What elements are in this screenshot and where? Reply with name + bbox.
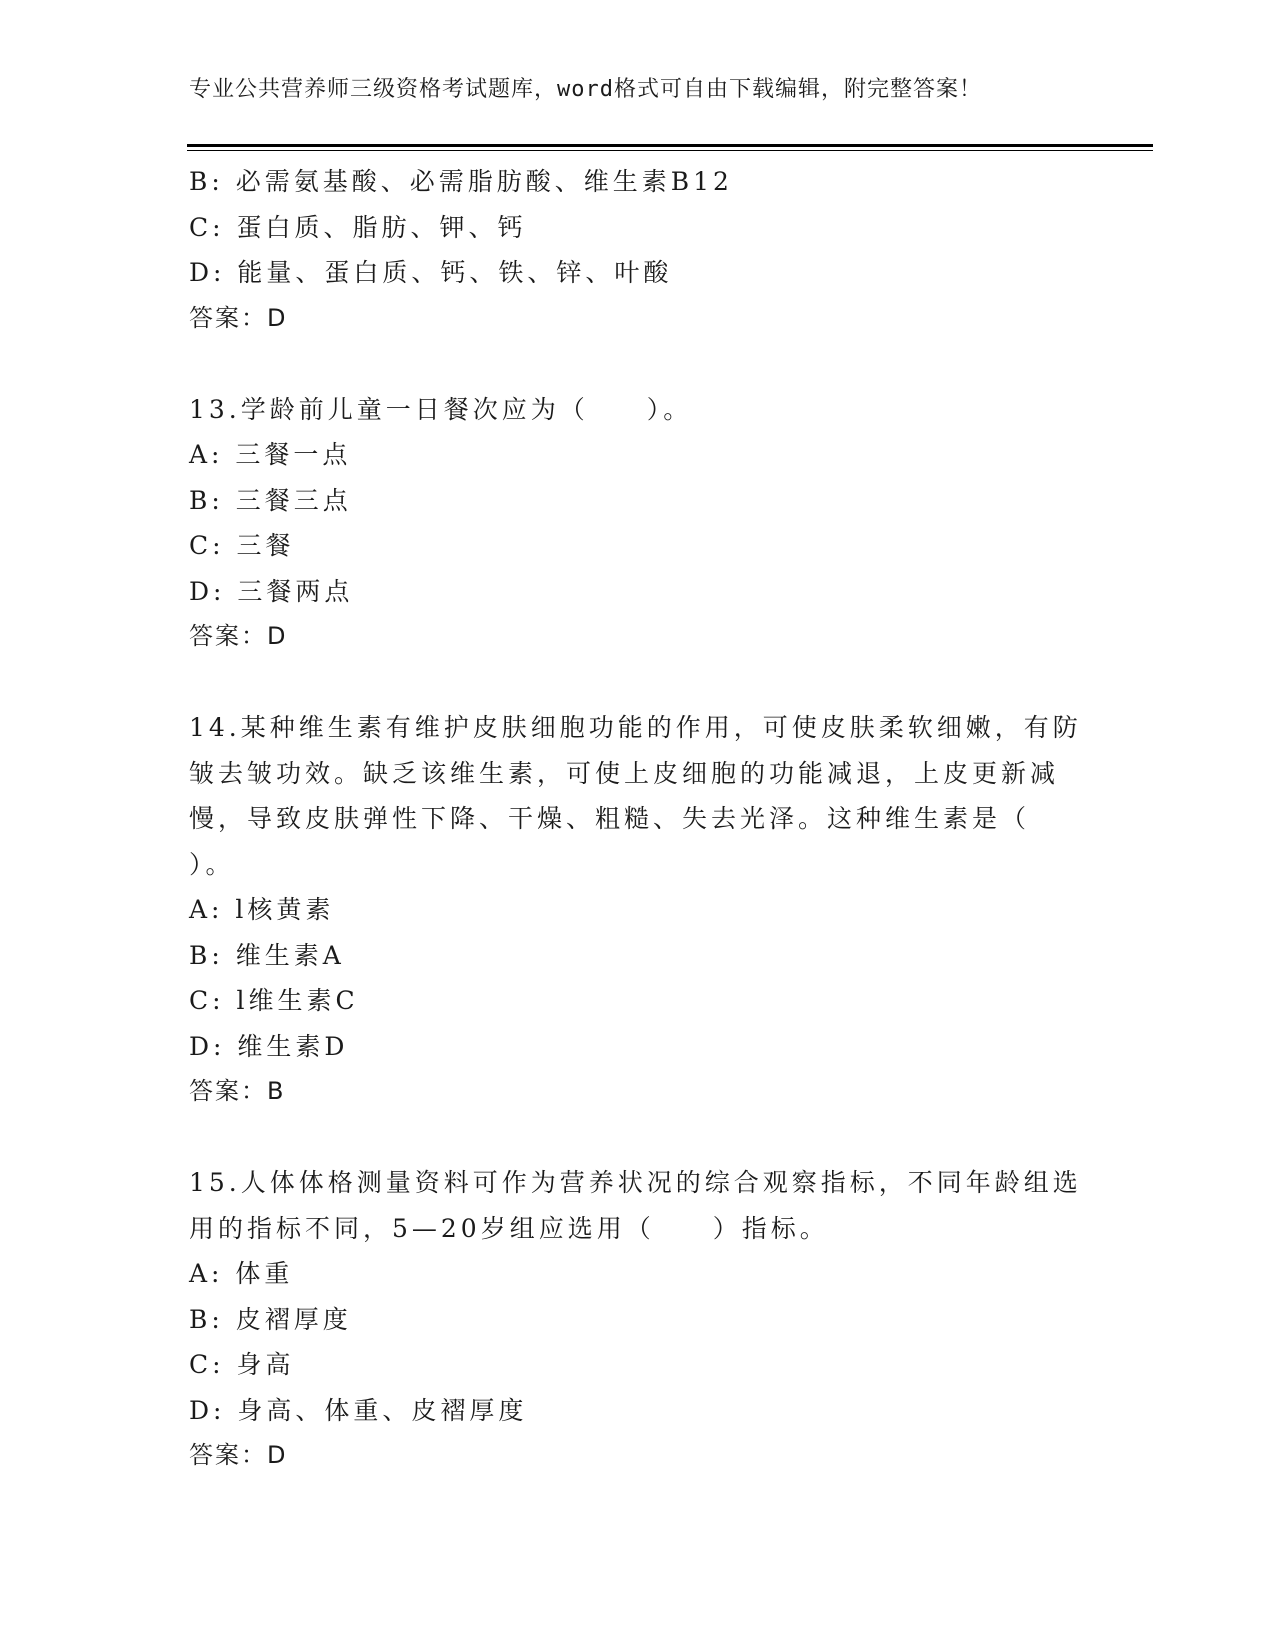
option-b: B: 三餐三点	[189, 485, 352, 515]
spacer	[189, 660, 1089, 706]
answer: 答案：D	[189, 303, 288, 332]
option-a: A: 体重	[189, 1259, 294, 1288]
option-a: A: l核黄素	[189, 895, 335, 924]
question-stem: 15.人体体格测量资料可作为营养状况的综合观察指标，不同年龄组选	[189, 1168, 1082, 1197]
option-d: D: 身高、体重、皮褶厚度	[189, 1395, 528, 1425]
option-b: B: 皮褶厚度	[189, 1304, 352, 1334]
question-stem: 用的指标不同，5—20岁组应选用（ ）指标。	[189, 1213, 829, 1243]
option-c: C: 三餐	[189, 531, 295, 560]
header-rule-thick	[187, 144, 1153, 147]
option-c: C: l维生素C	[189, 986, 359, 1015]
answer: 答案：D	[189, 622, 288, 650]
spacer	[189, 341, 1089, 387]
question-12-continuation	[189, 159, 1089, 341]
question-stem: 14.某种维生素有维护皮肤细胞功能的作用，可使皮肤柔软细嫩，有防	[189, 713, 1082, 742]
question-stem: 慢，导致皮肤弹性下降、干燥、粗糙、失去光泽。这种维生素是（	[189, 804, 1031, 833]
question-stem: 13.学龄前儿童一日餐次应为（ ）。	[189, 394, 693, 424]
option-b: B: 必需氨基酸、必需脂肪酸、维生素B12	[189, 167, 733, 196]
question-14	[189, 705, 1089, 1115]
option-d: D: 能量、蛋白质、钙、铁、锌、叶酸	[189, 258, 673, 287]
option-a: A: 三餐一点	[189, 440, 352, 469]
option-c: C: 身高	[189, 1350, 295, 1379]
question-stem: 皱去皱功效。缺乏该维生素，可使上皮细胞的功能减退，上皮更新减	[189, 758, 1060, 788]
question-13	[189, 387, 1089, 660]
header-rule-thin	[187, 150, 1153, 151]
answer: 答案：B	[189, 1077, 286, 1105]
question-15	[189, 1160, 1089, 1479]
option-d: D: 维生素D	[189, 1031, 349, 1061]
answer: 答案：D	[189, 1441, 288, 1469]
question-stem: ）。	[189, 849, 235, 879]
spacer	[189, 1115, 1089, 1161]
page-header: 专业公共营养师三级资格考试题库，word格式可自由下载编辑，附完整答案！	[189, 77, 982, 102]
option-b: B: 维生素A	[189, 940, 345, 970]
option-c: C: 蛋白质、脂肪、钾、钙	[189, 212, 527, 242]
question-list	[189, 159, 1089, 1479]
option-d: D: 三餐两点	[189, 576, 354, 606]
